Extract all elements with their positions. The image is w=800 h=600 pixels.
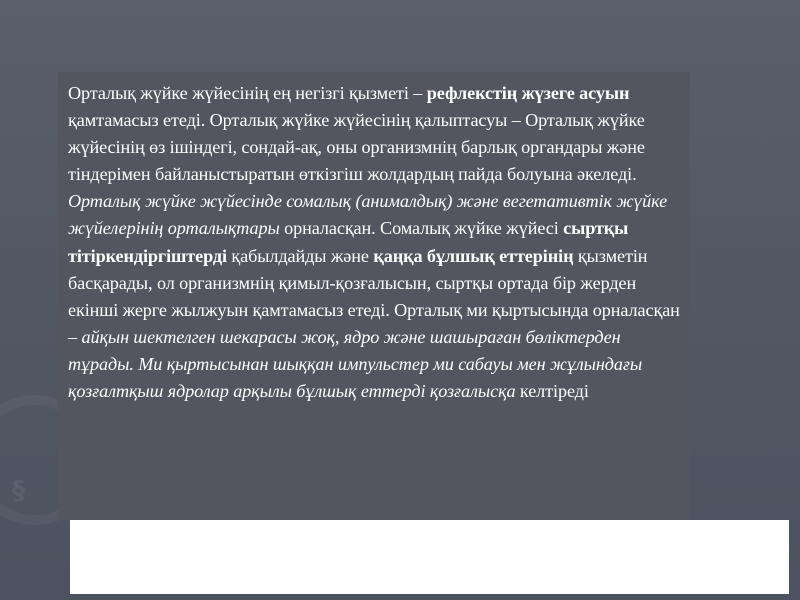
watermark-icon: § [12, 476, 25, 506]
text-segment-bold: қаңқа бұлшық еттерінің [373, 245, 574, 266]
slide-body-text [68, 80, 686, 405]
text-segment-bold: сыртқы тітіркендіргіштерді [68, 218, 629, 266]
text-segment-italic: Орталық жүйке жүйесінде сомалық (анималдық) және вегетативтік жүйке жүйелерінің орталықтары [68, 191, 668, 239]
text-segment-italic: айқын шектелген шекарасы жоқ, ядро және шашыраған бөліктерден тұрады. Ми қыртысынан шыққан импульстер ми сабауы мен жұлындағы қозғалтқыш ядролар арқылы бұлшық еттерді қозғалысқа [68, 326, 643, 402]
text-segment: қабылдайды және [226, 245, 374, 266]
blank-white-box [70, 520, 789, 594]
text-segment: орналасқан. Сомалық жүйке жүйесі [279, 218, 564, 239]
text-segment-bold: рефлекстің жүзеге асуын [426, 83, 630, 103]
text-segment: Орталық жүйке жүйесінің ең негізгі қызметі – [68, 83, 427, 103]
text-segment: қамтамасыз етеді. Орталық жүйке жүйесінің қалыптасуы – Орталық жүйке жүйесінің өз ішіндегі, сондай-ақ, оны организмнің барлық органдары және тіндерімен байланыстыратын өткізгіш жолдардың пайда болуына әкеледі. [68, 110, 645, 185]
text-segment: келтіреді [515, 381, 589, 402]
text-segment: қызметін басқарады, ол организмнің қимыл-қозғалысын, сыртқы ортада бір жерден екінші жерге жылжуын қамтамасыз етеді. Орталық ми қыртысында орналасқан – [68, 245, 680, 347]
